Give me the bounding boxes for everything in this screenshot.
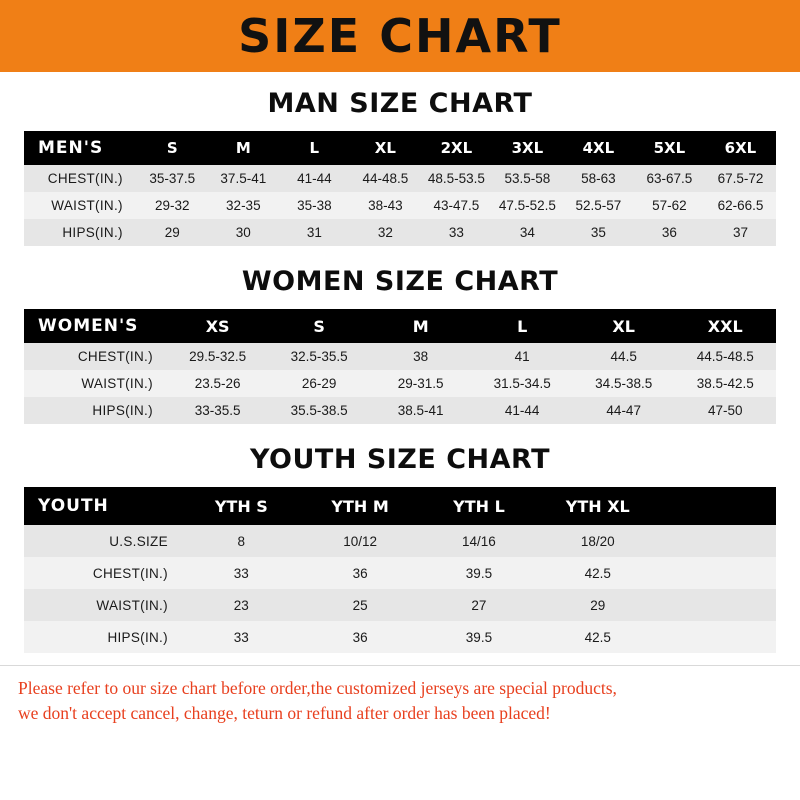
men-header-xl: XL — [350, 131, 421, 165]
cell: 32-35 — [208, 192, 279, 219]
row-label: HIPS(IN.) — [24, 621, 182, 653]
cell: 44-47 — [573, 397, 675, 424]
cell: 41-44 — [279, 165, 350, 192]
youth-header-blank — [657, 487, 776, 525]
women-header-label: WOMEN'S — [24, 309, 167, 343]
row-label: CHEST(IN.) — [24, 165, 137, 192]
cell: 26-29 — [268, 370, 370, 397]
cell — [657, 525, 776, 557]
youth-header-l: YTH L — [420, 487, 539, 525]
cell: 27 — [420, 589, 539, 621]
cell: 35.5-38.5 — [268, 397, 370, 424]
cell: 34 — [492, 219, 563, 246]
cell: 34.5-38.5 — [573, 370, 675, 397]
cell: 53.5-58 — [492, 165, 563, 192]
table-row — [24, 621, 776, 653]
cell — [657, 557, 776, 589]
cell: 44.5-48.5 — [674, 343, 776, 370]
cell: 33-35.5 — [167, 397, 269, 424]
cell: 31 — [279, 219, 350, 246]
cell: 63-67.5 — [634, 165, 705, 192]
cell: 31.5-34.5 — [471, 370, 573, 397]
youth-header-label: YOUTH — [24, 487, 182, 525]
cell: 29 — [538, 589, 657, 621]
women-header-s: S — [268, 309, 370, 343]
cell: 33 — [182, 557, 301, 589]
men-header-4xl: 4XL — [563, 131, 634, 165]
table-row — [24, 343, 776, 370]
youth-table-wrap — [0, 487, 800, 653]
table-row — [24, 557, 776, 589]
youth-header-m: YTH M — [301, 487, 420, 525]
youth-section-title: YOUTH SIZE CHART — [249, 444, 551, 475]
cell: 10/12 — [301, 525, 420, 557]
cell: 58-63 — [563, 165, 634, 192]
cell: 44.5 — [573, 343, 675, 370]
cell: 47.5-52.5 — [492, 192, 563, 219]
row-label: U.S.SIZE — [24, 525, 182, 557]
row-label: CHEST(IN.) — [24, 557, 182, 589]
table-row — [24, 165, 776, 192]
cell: 38-43 — [350, 192, 421, 219]
women-section-title: WOMEN SIZE CHART — [241, 266, 559, 297]
cell: 35 — [563, 219, 634, 246]
cell: 32 — [350, 219, 421, 246]
cell: 36 — [634, 219, 705, 246]
cell: 39.5 — [420, 621, 539, 653]
cell: 37.5-41 — [208, 165, 279, 192]
row-label: HIPS(IN.) — [24, 219, 137, 246]
cell: 29 — [137, 219, 208, 246]
table-header-row — [24, 487, 776, 525]
page-title: SIZE CHART — [238, 9, 562, 63]
row-label: CHEST(IN.) — [24, 343, 167, 370]
women-header-xxl: XXL — [674, 309, 776, 343]
cell: 33 — [421, 219, 492, 246]
cell: 62-66.5 — [705, 192, 776, 219]
table-header-row — [24, 131, 776, 165]
cell: 38.5-42.5 — [674, 370, 776, 397]
table-row — [24, 192, 776, 219]
cell: 33 — [182, 621, 301, 653]
cell: 30 — [208, 219, 279, 246]
women-header-xs: XS — [167, 309, 269, 343]
men-section-title: MAN SIZE CHART — [267, 88, 533, 119]
row-label: WAIST(IN.) — [24, 370, 167, 397]
women-header-xl: XL — [573, 309, 675, 343]
row-label: WAIST(IN.) — [24, 192, 137, 219]
men-table-wrap — [0, 131, 800, 246]
youth-size-table — [24, 487, 776, 653]
men-header-s: S — [137, 131, 208, 165]
men-header-5xl: 5XL — [634, 131, 705, 165]
cell: 32.5-35.5 — [268, 343, 370, 370]
cell: 38.5-41 — [370, 397, 472, 424]
cell: 42.5 — [538, 621, 657, 653]
row-label: WAIST(IN.) — [24, 589, 182, 621]
notice-line-2: we don't accept cancel, change, teturn or refund after order has been placed! — [18, 703, 551, 724]
table-row — [24, 370, 776, 397]
table-row — [24, 397, 776, 424]
cell: 18/20 — [538, 525, 657, 557]
cell: 23 — [182, 589, 301, 621]
table-row — [24, 525, 776, 557]
men-header-2xl: 2XL — [421, 131, 492, 165]
table-header-row — [24, 309, 776, 343]
cell: 14/16 — [420, 525, 539, 557]
cell: 41-44 — [471, 397, 573, 424]
men-header-l: L — [279, 131, 350, 165]
table-row — [24, 589, 776, 621]
cell: 29.5-32.5 — [167, 343, 269, 370]
cell: 23.5-26 — [167, 370, 269, 397]
cell: 35-37.5 — [137, 165, 208, 192]
youth-header-xl: YTH XL — [538, 487, 657, 525]
women-size-table — [24, 309, 776, 424]
women-header-m: M — [370, 309, 472, 343]
men-header-m: M — [208, 131, 279, 165]
cell: 8 — [182, 525, 301, 557]
youth-header-s: YTH S — [182, 487, 301, 525]
table-row — [24, 219, 776, 246]
cell: 41 — [471, 343, 573, 370]
women-header-l: L — [471, 309, 573, 343]
cell: 67.5-72 — [705, 165, 776, 192]
cell: 36 — [301, 557, 420, 589]
page-banner — [0, 0, 800, 72]
cell: 48.5-53.5 — [421, 165, 492, 192]
order-notice — [0, 665, 800, 727]
cell: 39.5 — [420, 557, 539, 589]
men-header-3xl: 3XL — [492, 131, 563, 165]
cell: 37 — [705, 219, 776, 246]
cell: 38 — [370, 343, 472, 370]
cell: 36 — [301, 621, 420, 653]
row-label: HIPS(IN.) — [24, 397, 167, 424]
men-header-label: MEN'S — [24, 131, 137, 165]
cell — [657, 621, 776, 653]
cell: 29-31.5 — [370, 370, 472, 397]
cell — [657, 589, 776, 621]
men-size-table — [24, 131, 776, 246]
cell: 29-32 — [137, 192, 208, 219]
cell: 57-62 — [634, 192, 705, 219]
cell: 25 — [301, 589, 420, 621]
cell: 52.5-57 — [563, 192, 634, 219]
cell: 42.5 — [538, 557, 657, 589]
women-table-wrap — [0, 309, 800, 424]
cell: 35-38 — [279, 192, 350, 219]
notice-line-1: Please refer to our size chart before order,the customized jerseys are special products, — [18, 678, 617, 698]
men-header-6xl: 6XL — [705, 131, 776, 165]
cell: 47-50 — [674, 397, 776, 424]
cell: 44-48.5 — [350, 165, 421, 192]
cell: 43-47.5 — [421, 192, 492, 219]
